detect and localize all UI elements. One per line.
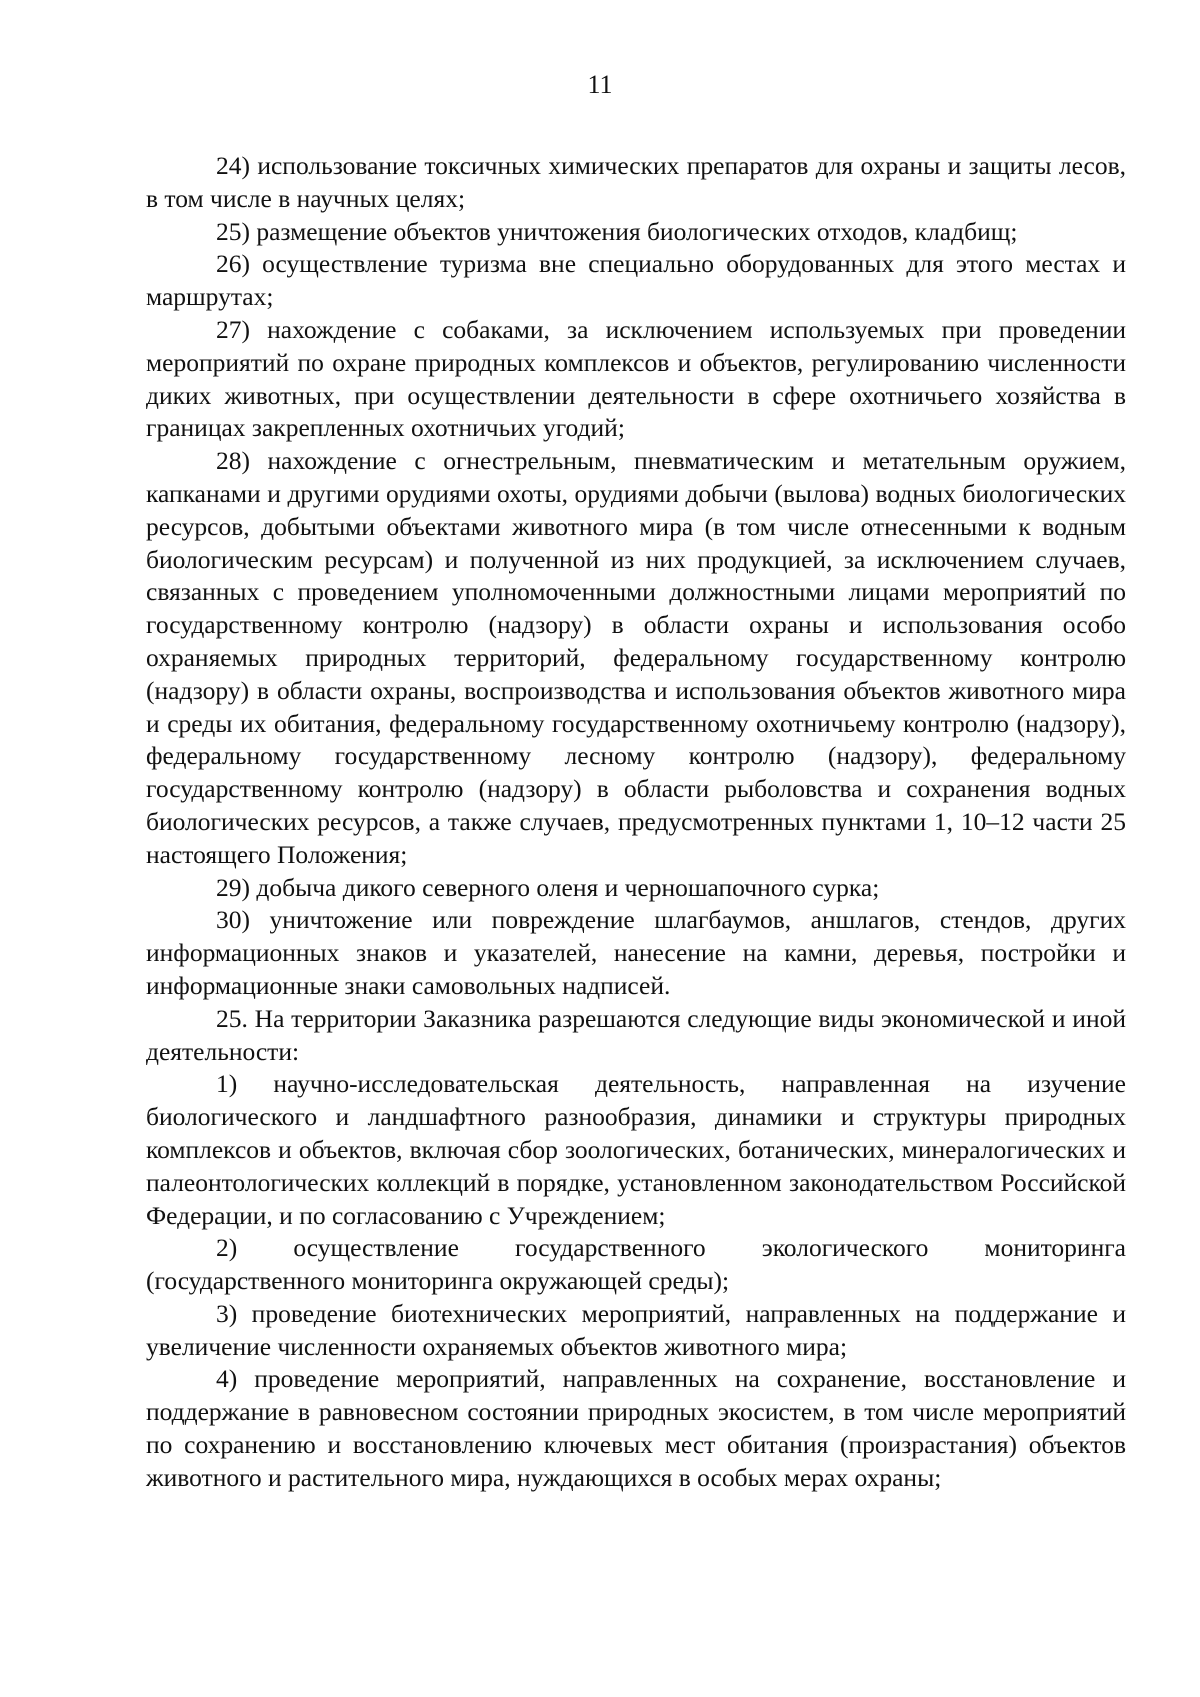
document-body	[146, 150, 1126, 1495]
paragraph-item-27: 27) нахождение с собаками, за исключением используемых при проведении мероприятий по охране природных комплексов и объектов, регулированию численности диких животных, при осуществлении деятельности в сфере охотничьего хозяйства в границах закрепленных охотничьих угодий;	[146, 314, 1126, 443]
paragraph-allowed-2: 2) осуществление государственного экологического мониторинга (государственного мониторинга окружающей среды);	[146, 1233, 1126, 1296]
paragraph-section-25: 25. На территории Заказника разрешаются следующие виды экономической и иной деятельности:	[146, 1003, 1126, 1066]
paragraph-item-25: 25) размещение объектов уничтожения биологических отходов, кладбищ;	[216, 216, 1018, 246]
page-number: 11	[587, 70, 613, 99]
paragraph-allowed-3: 3) проведение биотехнических мероприятий, направленных на поддержание и увеличение численности охраняемых объектов животного мира;	[146, 1298, 1126, 1361]
paragraph-allowed-4: 4) проведение мероприятий, направленных на сохранение, восстановление и поддержание в равновесном состоянии природных экосистем, в том числе мероприятий по сохранению и восстановлению ключевых мест обитания (произрастания) объектов животного и растительного мира, нуждающихся в особых мерах охраны;	[146, 1364, 1126, 1492]
paragraph-item-26: 26) осуществление туризма вне специально оборудованных для этого местах и маршрутах;	[146, 249, 1126, 312]
paragraph-item-24: 24) использование токсичных химических препаратов для охраны и защиты лесов, в том числе в научных целях;	[146, 151, 1126, 213]
paragraph-allowed-1: 1) научно-исследовательская деятельность, направленная на изучение биологического и ландшафтного разнообразия, динамики и структуры природных комплексов и объектов, включая сбор зоологических, ботанических, минералогических и палеонтологических коллекций в порядке, установленном законодательством Российской Федерации, и по согласованию с Учреждением;	[146, 1069, 1126, 1230]
paragraph-item-28: 28) нахождение с огнестрельным, пневматическим и метательным оружием, капканами и другими орудиями охоты, орудиями добычи (вылова) водных биологических ресурсов, добытыми объектами животного мира (в том числе отнесенными к водным биологическим ресурсам) и полученной из них продукцией, за исключением случаев, связанных с проведением уполномоченными должностными лицами мероприятий по государственному контролю (надзору) в области охраны и использования особо охраняемых природных территорий, федеральному государственному контролю (надзору) в области охраны, воспроизводства и использования объектов животного мира и среды их обитания, федеральному государственному охотничьему контролю (надзору), федеральному государственному лесному контролю (надзору), федеральному государственному контролю (надзору) в области рыболовства и сохранения водных биологических ресурсов, а также случаев, предусмотренных пунктами 1, 10–12 части 25 настоящего Положения;	[146, 446, 1126, 869]
paragraph-item-29: 29) добыча дикого северного оленя и черношапочного сурка;	[216, 872, 880, 902]
paragraph-item-30: 30) уничтожение или повреждение шлагбаумов, аншлагов, стендов, других информационных знаков и указателей, нанесение на камни, деревья, постройки и информационные знаки самовольных надписей.	[146, 905, 1126, 1000]
